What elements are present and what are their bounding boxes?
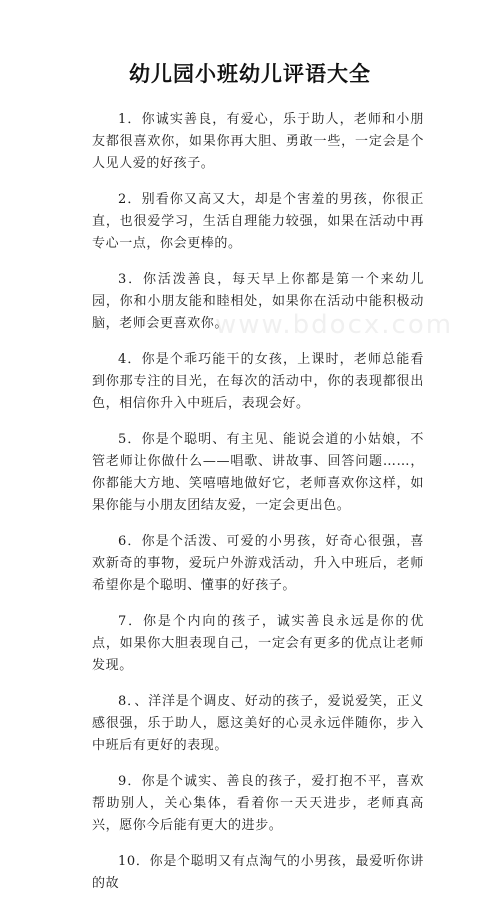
paragraph: 6．你是个活泼、可爱的小男孩，好奇心很强，喜欢新奇的事物，爱玩户外游戏活动，升入中班后，老师希望你是个聪明、懂事的好孩子。 — [92, 534, 424, 593]
paragraph: 1．你诚实善良，有爱心，乐于助人，老师和小朋友都很喜欢你，如果你再大胆、勇敢一些，一定会是个人见人爱的好孩子。 — [92, 112, 424, 171]
paragraph: 3．你活泼善良，每天早上你都是第一个来幼儿园，你和小朋友能和睦相处，如果你在活动中能积极动脑，老师会更喜欢你。 — [92, 272, 424, 331]
page-title: 幼儿园小班幼儿评语大全 — [129, 62, 371, 86]
watermark: www.bdocx.com — [215, 310, 454, 340]
paragraph: 8．、洋洋是个调皮、好动的孩子，爱说爱笑，正义感很强，乐于助人，愿这美好的心灵永远伴随你，步入中班后有更好的表现。 — [92, 694, 424, 753]
paragraph: 9．你是个诚实、善良的孩子，爱打抱不平，喜欢帮助别人，关心集体，看着你一天天进步，老师真高兴，愿你今后能有更大的进步。 — [92, 774, 424, 833]
paragraph: 7．你是个内向的孩子，诚实善良永远是你的优点，如果你大胆表现自己，一定会有更多的优点让老师发现。 — [92, 614, 424, 673]
paragraph: 10．你是个聪明又有点淘气的小男孩，最爱听你讲的故 — [92, 854, 424, 891]
paragraph: 5．你是个聪明、有主见、能说会道的小姑娘，不管老师让你做什么——唱歌、讲故事、回答问题……，你都能大方地、笑嘻嘻地做好它，老师喜欢你这样，如果你能与小朋友团结友爱，一定会更出色。 — [92, 432, 424, 513]
paragraph: 2．别看你又高又大，却是个害羞的男孩，你很正直，也很爱学习，生活自理能力较强，如果在活动中再专心一点，你会更棒的。 — [92, 192, 424, 251]
document-body — [92, 109, 424, 909]
paragraph: 4．你是个乖巧能干的女孩，上课时，老师总能看到你那专注的目光，在每次的活动中，你的表现都很出色，相信你升入中班后，表现会好。 — [92, 352, 424, 411]
